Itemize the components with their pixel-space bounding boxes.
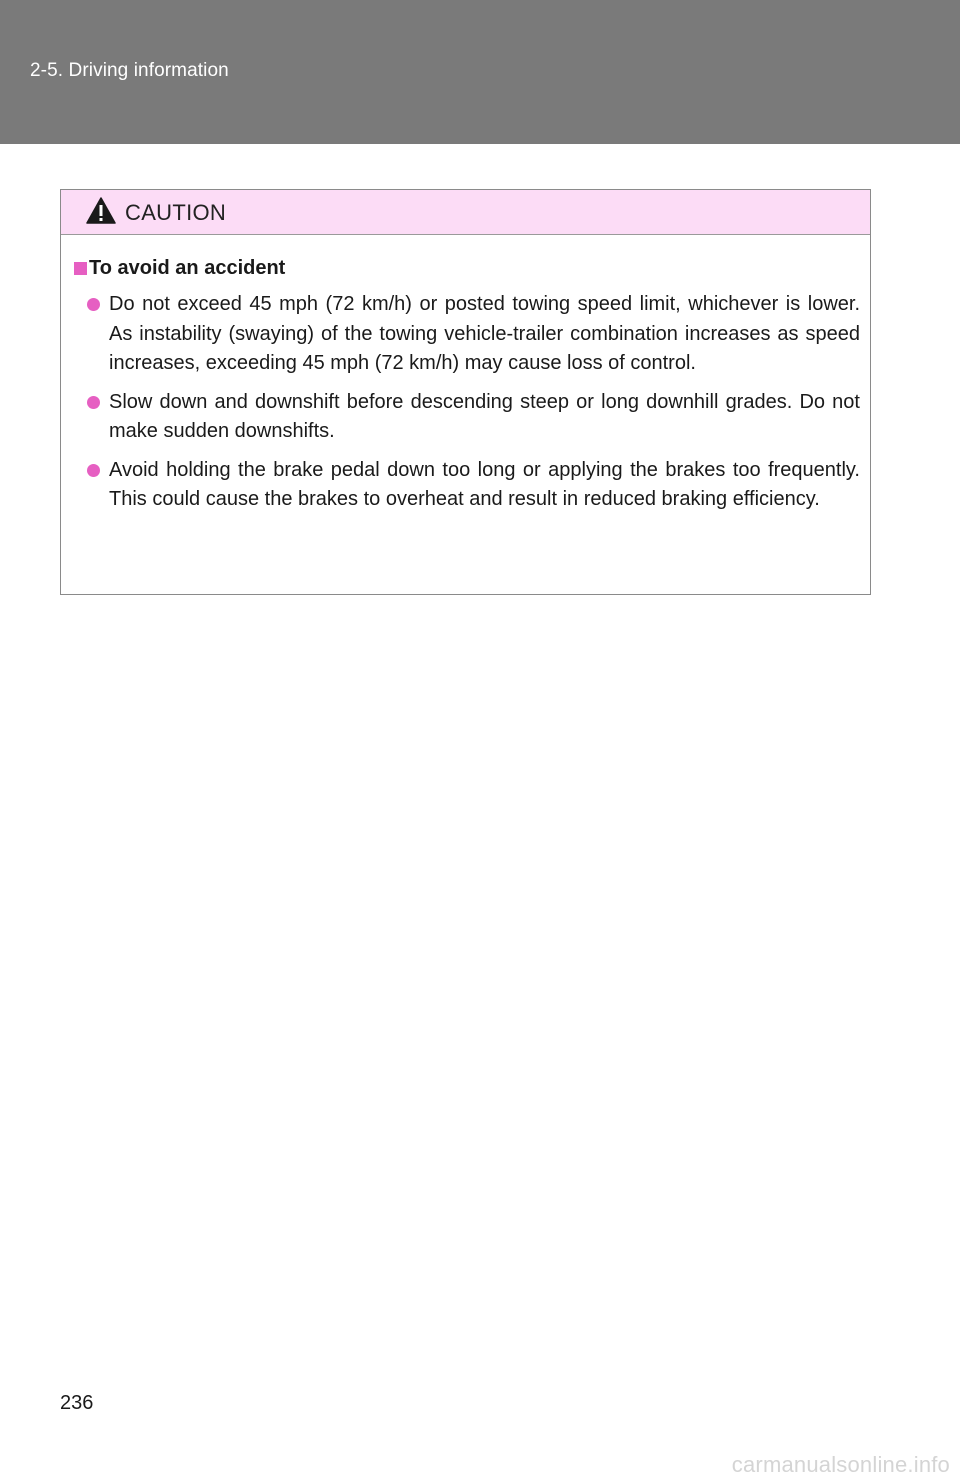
circle-bullet-icon [87, 464, 100, 477]
watermark: carmanualsonline.info [731, 1452, 950, 1477]
square-bullet-icon [74, 262, 87, 275]
caution-item-text: Do not exceed 45 mph (72 km/h) or posted towing speed limit, whichever is lower. As instability (swaying) of the towing vehicle-trailer combination increases as speed increases, exceeding 45 mph (72 km/h) may cause loss of control. [109, 293, 860, 374]
caution-item-text: Slow down and downshift before descending steep or long downhill grades. Do not make sudden downshifts. [109, 390, 860, 442]
circle-bullet-icon [87, 396, 100, 409]
caution-item [74, 388, 860, 447]
caution-item [74, 290, 860, 379]
subheading-text: To avoid an accident [89, 257, 286, 279]
caution-body [61, 235, 870, 515]
section-title: 2-5. Driving information [30, 60, 229, 81]
caution-item-text: Avoid holding the brake pedal down too long or applying the brakes too frequently. This could cause the brakes to overheat and result in reduced braking efficiency. [109, 458, 860, 510]
page-number: 236 [60, 1392, 94, 1414]
caution-header [61, 190, 870, 235]
caution-label: CAUTION [125, 200, 227, 225]
caution-subheading [74, 255, 860, 281]
caution-box [60, 189, 871, 595]
circle-bullet-icon [87, 298, 100, 311]
caution-item [74, 456, 860, 515]
warning-triangle-icon [86, 197, 116, 224]
